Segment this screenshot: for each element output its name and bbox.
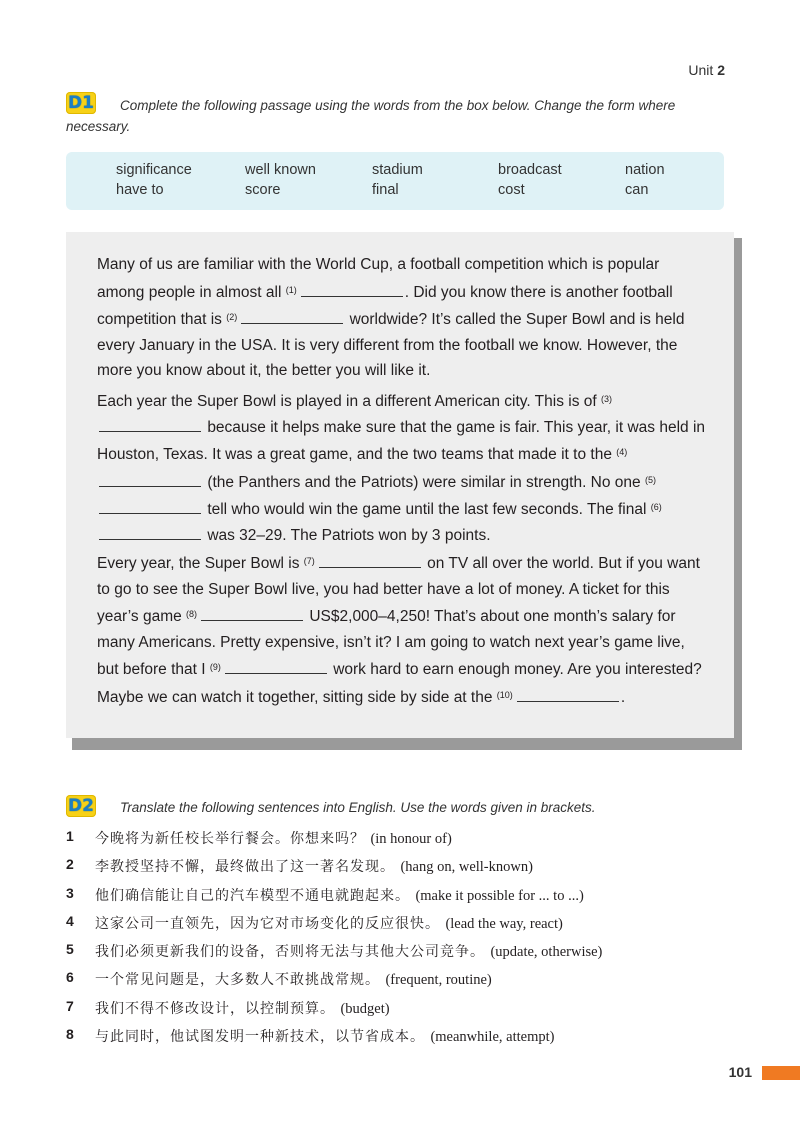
page-accent-bar bbox=[762, 1066, 800, 1080]
word-hint: (update, otherwise) bbox=[490, 944, 603, 961]
blank-6[interactable] bbox=[99, 526, 201, 540]
chinese-sentence: 今晚将为新任校长举行餐会。你想来吗？ bbox=[95, 831, 365, 847]
blank-number-10: (10) bbox=[496, 689, 513, 700]
list-item bbox=[66, 856, 746, 884]
chinese-sentence: 我们不得不修改设计，以控制预算。 bbox=[95, 1000, 335, 1017]
word-score: score bbox=[245, 182, 281, 198]
word-hint: (meanwhile, attempt) bbox=[430, 1029, 555, 1046]
list-item bbox=[66, 885, 746, 913]
paragraph-3 bbox=[97, 549, 709, 710]
word-significance: significance bbox=[116, 162, 192, 178]
passage-box bbox=[66, 232, 734, 738]
word-hint: (budget) bbox=[340, 1000, 390, 1017]
chinese-sentence: 李教授坚持不懈，最终做出了这一著名发现。 bbox=[95, 859, 395, 876]
word-well-known: well known bbox=[245, 162, 316, 178]
item-number: 4 bbox=[66, 912, 74, 929]
chinese-sentence: 他们确信能让自己的汽车模型不通电就跑起来。 bbox=[95, 887, 410, 904]
unit-number: 2 bbox=[717, 62, 725, 78]
blank-number-5: (5) bbox=[644, 474, 656, 485]
blank-number-7: (7) bbox=[303, 556, 315, 566]
p2-text-3: (the Panthers and the Patriots) were similar in strength. No one bbox=[207, 473, 641, 491]
p1-text-3: worldwide? It’s called the Super Bowl and is held every January in the USA. It is very different from the football we know. However, the more you know about it, the better you will like it. bbox=[97, 311, 685, 379]
page-number: 101 bbox=[728, 1064, 752, 1080]
blank-7[interactable] bbox=[319, 554, 421, 568]
word-hint: (hang on, well-known) bbox=[400, 859, 533, 876]
item-number: 1 bbox=[66, 828, 74, 844]
blank-number-6: (6) bbox=[650, 502, 662, 512]
p3-text-4: work hard to earn enough money. Are you interested? Maybe we can watch it together, sitting side by side at the bbox=[97, 661, 702, 706]
blank-number-1: (1) bbox=[285, 284, 297, 295]
blank-3[interactable] bbox=[99, 418, 201, 432]
word-broadcast: broadcast bbox=[498, 162, 562, 178]
word-hint: (make it possible for ... to ...) bbox=[415, 887, 584, 904]
blank-number-9: (9) bbox=[209, 662, 221, 672]
word-can: can bbox=[625, 182, 649, 198]
word-box bbox=[66, 152, 724, 210]
list-item bbox=[66, 828, 746, 856]
word-hint: (frequent, routine) bbox=[385, 972, 492, 989]
p3-text-1: Every year, the Super Bowl is bbox=[97, 555, 300, 572]
blank-10[interactable] bbox=[517, 688, 619, 702]
list-item bbox=[66, 1026, 746, 1054]
blank-8[interactable] bbox=[201, 607, 303, 621]
item-number: 8 bbox=[66, 1026, 74, 1043]
blank-2[interactable] bbox=[241, 310, 343, 324]
list-item bbox=[66, 998, 746, 1026]
word-have-to: have to bbox=[116, 182, 164, 198]
blank-5[interactable] bbox=[99, 500, 201, 514]
blank-number-2: (2) bbox=[226, 312, 238, 322]
word-stadium: stadium bbox=[372, 162, 423, 178]
d1-badge: D1 bbox=[66, 92, 96, 114]
p3-text-2: on TV all over the world. But if you want to go to see the Super Bowl live, you had better have a lot of money. A ticket for this year’s game bbox=[97, 555, 700, 625]
list-item bbox=[66, 969, 746, 997]
blank-number-4: (4) bbox=[616, 447, 628, 457]
item-number: 7 bbox=[66, 997, 74, 1014]
chinese-sentence: 一个常见问题是，大多数人不敢挑战常规。 bbox=[95, 972, 380, 989]
d2-instruction: Translate the following sentences into English. Use the words given in brackets. bbox=[120, 800, 596, 815]
list-item bbox=[66, 913, 746, 941]
blank-number-3: (3) bbox=[601, 394, 613, 404]
p1-text-2: . Did you know there is another football competition that is bbox=[97, 283, 673, 328]
word-final: final bbox=[372, 182, 399, 198]
p2-text-1: Each year the Super Bowl is played in a different American city. This is of bbox=[97, 393, 597, 410]
d1-instruction-line1: Complete the following passage using the words from the box below. Change the form where bbox=[120, 98, 676, 113]
p3-text-3: US$2,000–4,250! That’s about one month’s salary for many Americans. Pretty expensive, isn’t it? I am going to watch next year’s game live, but before that I bbox=[97, 608, 685, 678]
word-hint: (lead the way, react) bbox=[445, 915, 563, 932]
unit-prefix: Unit bbox=[688, 62, 714, 78]
list-item bbox=[66, 941, 746, 969]
word-hint: (in honour of) bbox=[370, 831, 452, 847]
word-cost: cost bbox=[498, 182, 525, 198]
d2-badge: D2 bbox=[66, 795, 96, 817]
blank-4[interactable] bbox=[99, 473, 201, 487]
blank-number-8: (8) bbox=[186, 609, 198, 619]
blank-9[interactable] bbox=[225, 660, 327, 674]
p2-text-4: tell who would win the game until the last few seconds. The final bbox=[207, 501, 647, 518]
item-number: 6 bbox=[66, 969, 74, 986]
item-number: 3 bbox=[66, 884, 74, 901]
chinese-sentence: 我们必须更新我们的设备，否则将无法与其他大公司竞争。 bbox=[95, 944, 485, 961]
paragraph-2 bbox=[97, 387, 709, 548]
word-nation: nation bbox=[625, 162, 665, 178]
item-number: 2 bbox=[66, 856, 74, 873]
p2-text-5: was 32–29. The Patriots won by 3 points. bbox=[207, 526, 491, 544]
item-number: 5 bbox=[66, 941, 74, 958]
paragraph-1 bbox=[97, 252, 709, 384]
chinese-sentence: 这家公司一直领先，因为它对市场变化的反应很快。 bbox=[95, 915, 440, 932]
p1-text-1: Many of us are familiar with the World Cup, a football competition which is popular among people in almost all bbox=[97, 256, 660, 301]
translation-list bbox=[66, 828, 746, 1054]
chinese-sentence: 与此同时，他试图发明一种新技术，以节省成本。 bbox=[95, 1029, 425, 1046]
unit-label bbox=[688, 62, 725, 78]
p2-text-2: because it helps make sure that the game is fair. This year, it was held in Houston, Texas. It was a great game, and the two teams that made it to the bbox=[97, 418, 706, 463]
d1-instruction-line2: necessary. bbox=[66, 119, 131, 134]
blank-1[interactable] bbox=[301, 283, 403, 297]
p3-text-5: . bbox=[620, 688, 626, 706]
